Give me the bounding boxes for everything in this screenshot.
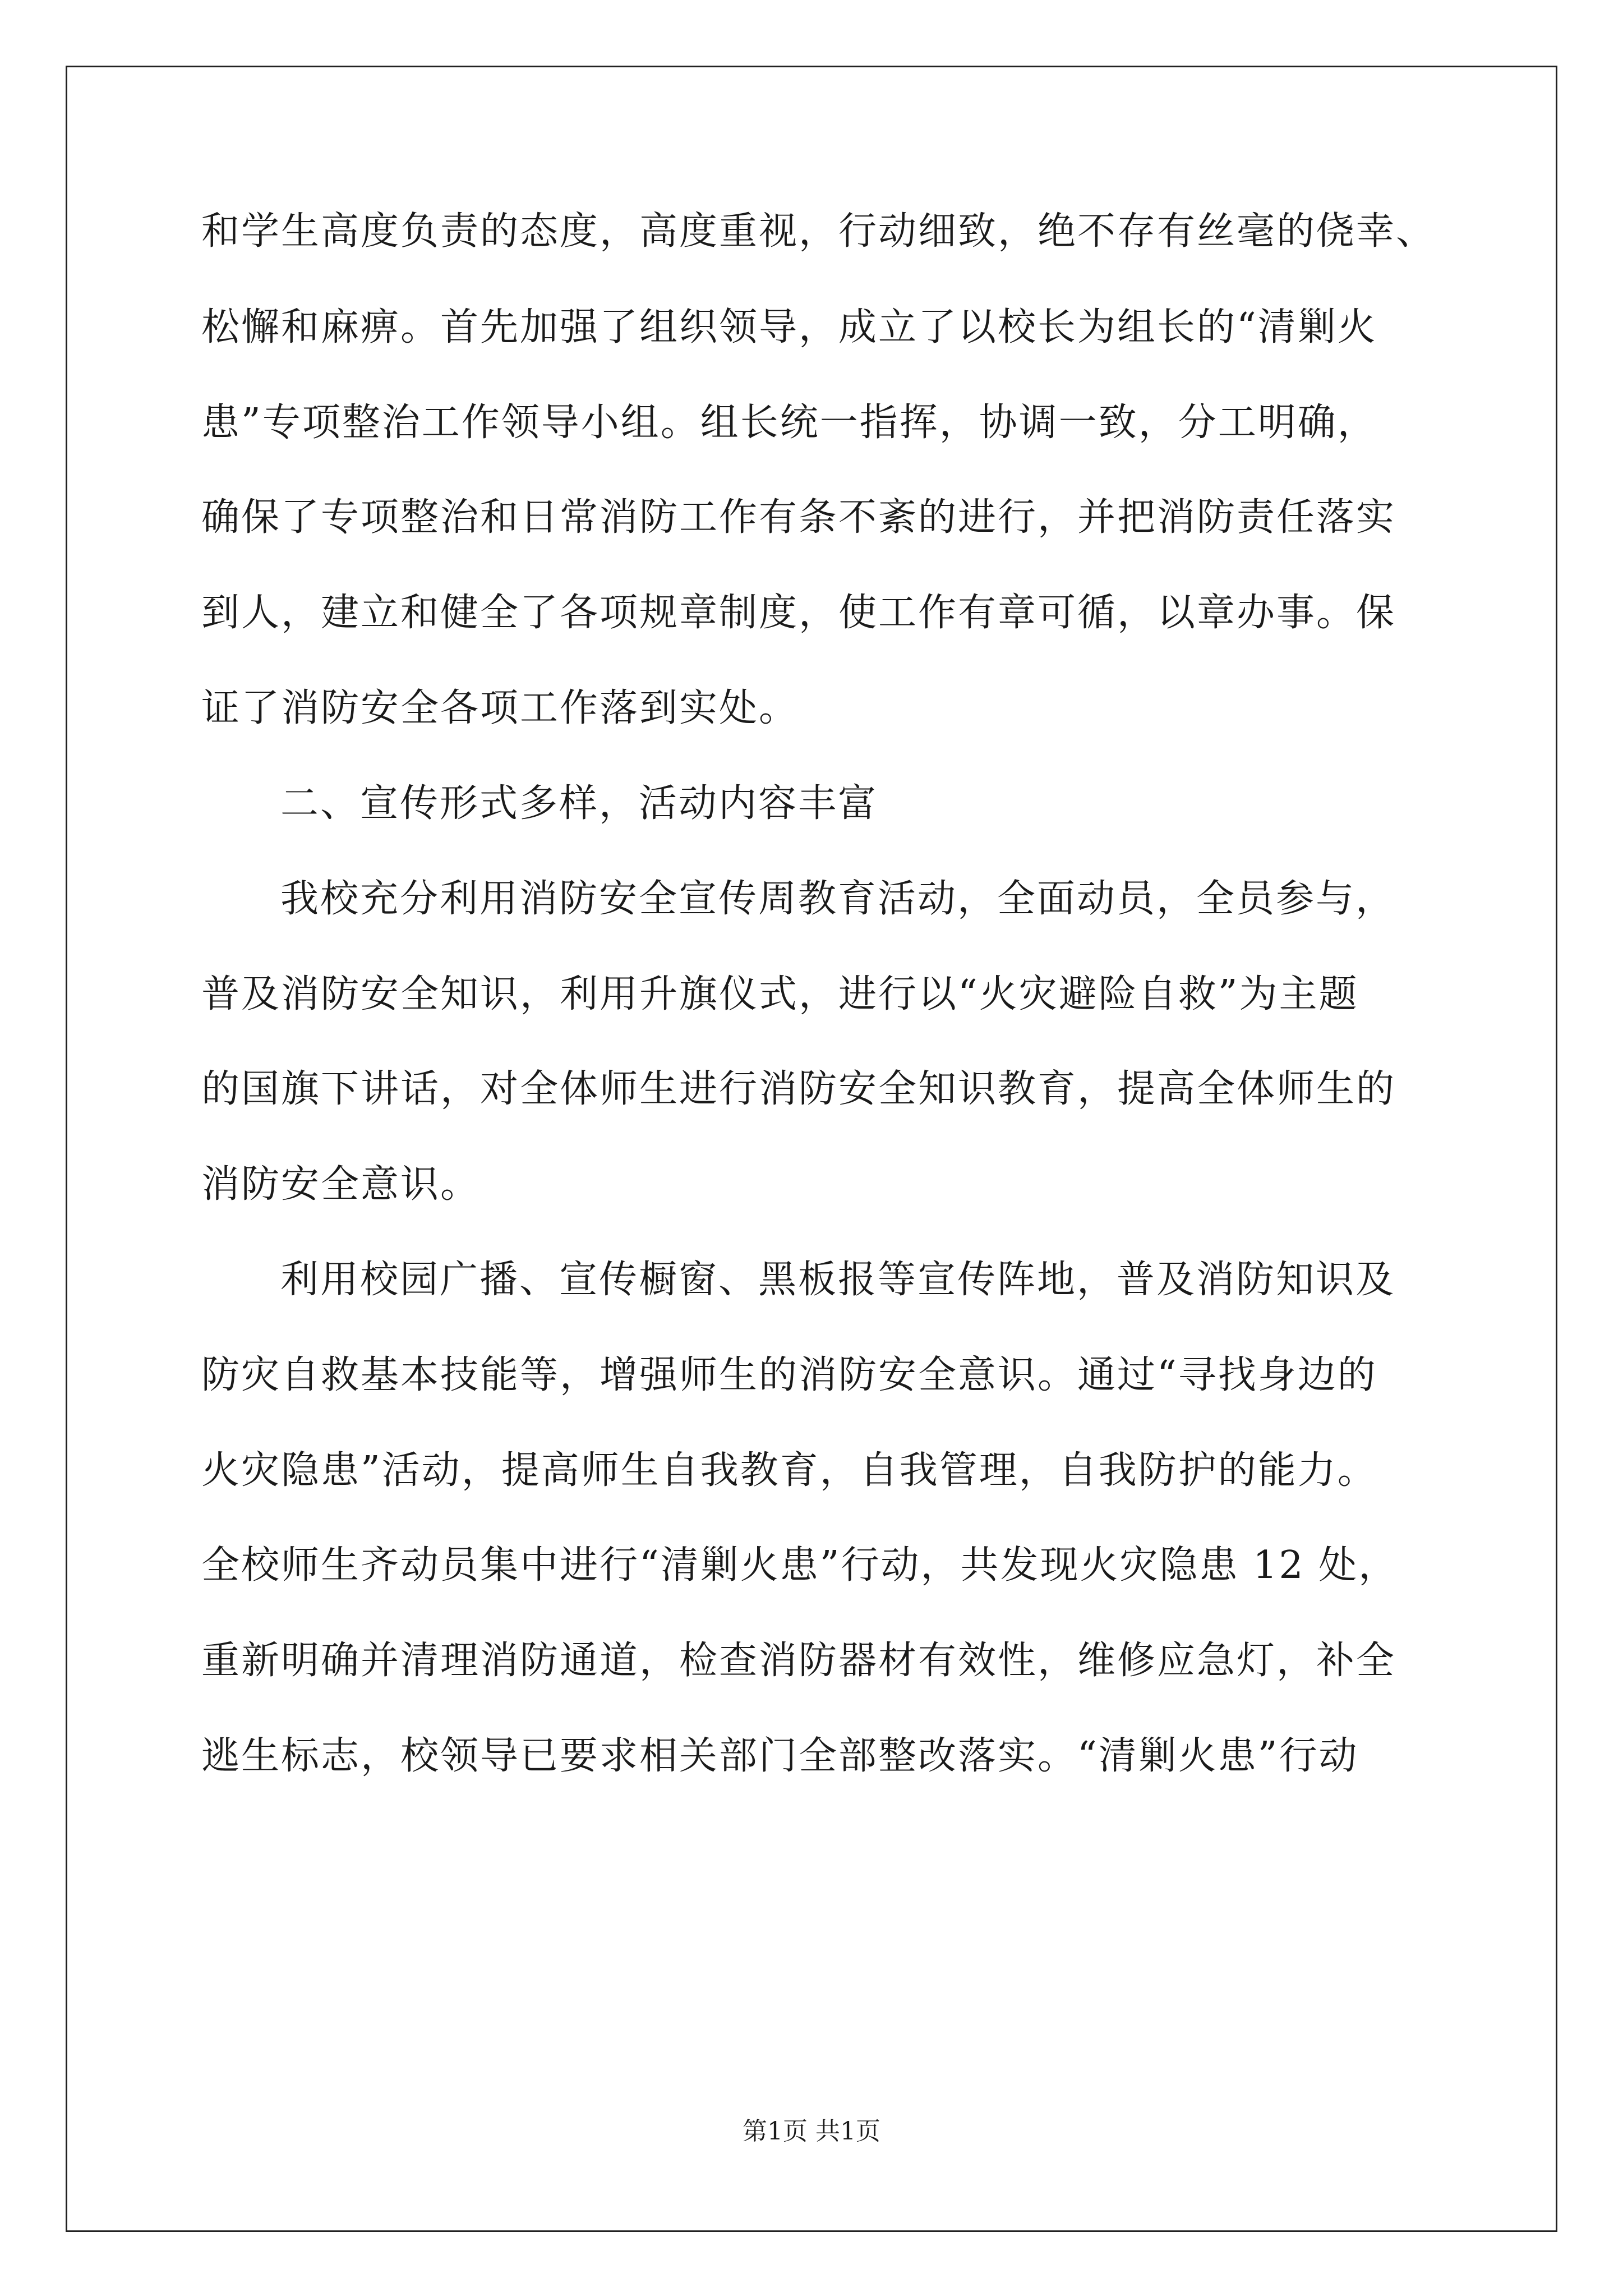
text-line: 患”专项整治工作领导小组。组长统一指挥，协调一致，分工明确， — [201, 401, 1377, 445]
text-line: 火灾隐患”活动，提高师生自我教育，自我管理，自我防护的能力。 — [201, 1448, 1377, 1493]
text-line: 逃生标志，校领导已要求相关部门全部整改落实。“清剿火患”行动 — [201, 1734, 1359, 1778]
text-line: 利用校园广播、宣传橱窗、黑板报等宣传阵地，普及消防知识及 — [280, 1258, 1396, 1302]
text-line: 到人，建立和健全了各项规章制度，使工作有章可循，以章办事。保 — [201, 591, 1396, 635]
text-line: 消防安全意识。 — [201, 1162, 481, 1207]
text-line: 重新明确并清理消防通道，检查消防器材有效性，维修应急灯，补全 — [201, 1639, 1396, 1683]
text-line: 和学生高度负责的态度，高度重视，行动细致，绝不存有丝毫的侥幸、 — [201, 209, 1436, 254]
text-line: 防灾自救基本技能等，增强师生的消防安全意识。通过“寻找身边的 — [201, 1353, 1377, 1397]
text-line: 松懈和麻痹。首先加强了组织领导，成立了以校长为组长的“清剿火 — [201, 305, 1377, 349]
text-line: 我校充分利用消防安全宣传周教育活动，全面动员，全员参与， — [280, 877, 1396, 921]
text-line: 的国旗下讲话，对全体师生进行消防安全知识教育，提高全体师生的 — [201, 1067, 1396, 1111]
page-border — [66, 66, 1557, 2232]
text-line: 确保了专项整治和日常消防工作有条不紊的进行，并把消防责任落实 — [201, 495, 1396, 540]
text-line: 全校师生齐动员集中进行“清剿火患”行动，共发现火灾隐患 12 处， — [201, 1543, 1399, 1588]
text-line: 普及消防安全知识，利用升旗仪式，进行以“火灾避险自救”为主题 — [201, 972, 1359, 1016]
section-heading: 二、宣传形式多样，活动内容丰富 — [280, 781, 878, 826]
page-footer: 第1页 共1页 — [743, 2117, 880, 2146]
text-line: 证了消防安全各项工作落到实处。 — [201, 686, 799, 730]
